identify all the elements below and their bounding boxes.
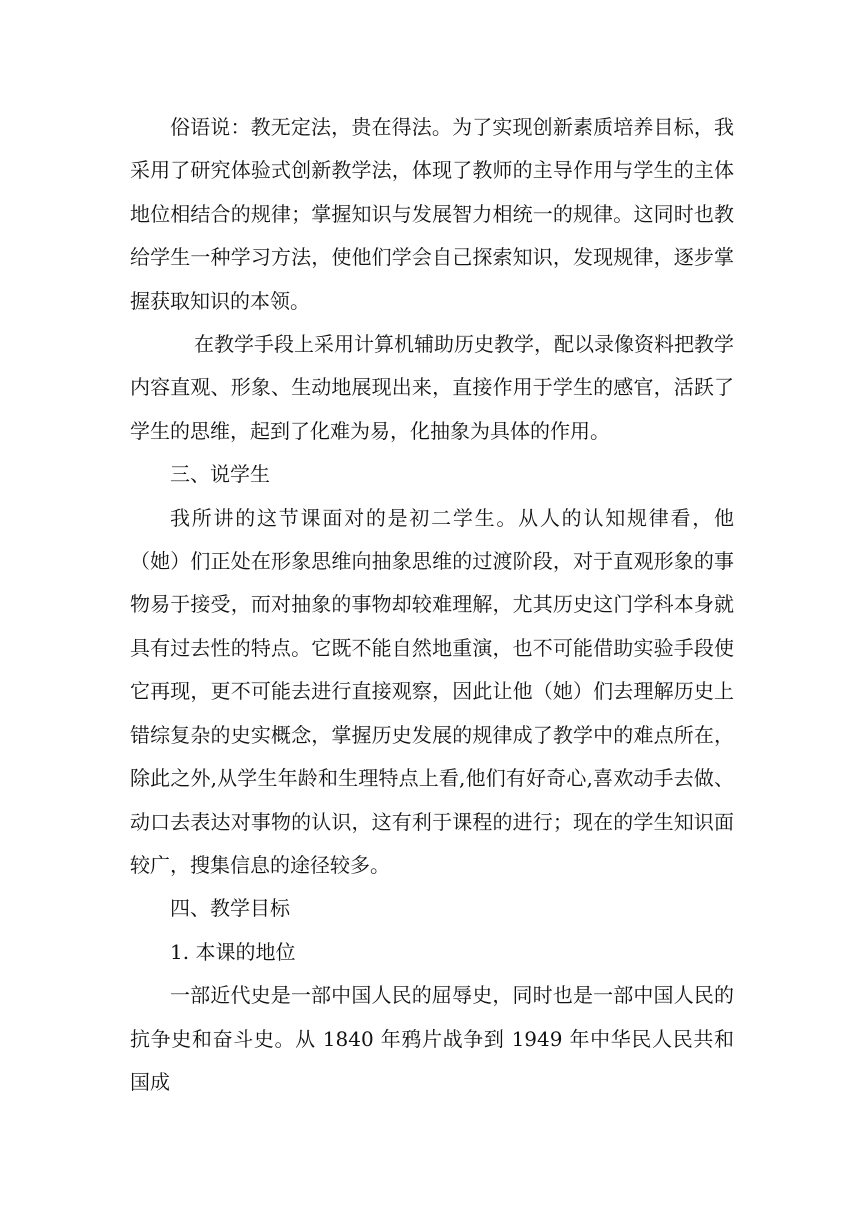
section-heading-teaching-goals: 四、教学目标 [170,896,290,921]
document-body [130,106,734,1104]
paragraph-students: 我所讲的这节课面对的是初二学生。从人的认知规律看，他（她）们正处在形象思维向抽象思维的过渡阶段，对于直观形象的事物易于接受，而对抽象的事物却较难理解，尤其历史这门学科本身就具有过去性的特点。它既不能自然地重演，也不可能借助实验手段使它再现，更不可能去进行直接观察，因此让他（她）们去理解历史上错综复杂的史实概念，掌握历史发展的规律成了教学中的难点所在，除此之外,从学生年龄和生理特点上看,他们有好奇心,喜欢动手去做、动口去表达对事物的认识，这有利于课程的进行；现在的学生知识面较广，搜集信息的途径较多。 [130,505,734,877]
paragraph-teaching-method: 俗语说：教无定法，贵在得法。为了实现创新素质培养目标，我采用了研究体验式创新教学法，体现了教师的主导作用与学生的主体地位相结合的规律；掌握知识与发展智力相统一的规律。这同时也教给学生一种学习方法，使他们学会自己探索知识，发现规律，逐步掌握获取知识的本领。 [130,115,734,313]
subsection-heading-lesson-status: 1. 本课的地位 [170,939,296,964]
paragraph-teaching-means: 在教学手段上采用计算机辅助历史教学，配以录像资料把教学内容直观、形象、生动地展现出来，直接作用于学生的感官，活跃了学生的思维，起到了化难为易，化抽象为具体的作用。 [130,332,734,443]
section-heading-students: 三、说学生 [170,462,270,487]
paragraph-lesson-status: 一部近代史是一部中国人民的屈辱史，同时也是一部中国人民的抗争史和奋斗史。从 1840 年鸦片战争到 1949 年中华民人民共和国成 [130,983,734,1094]
